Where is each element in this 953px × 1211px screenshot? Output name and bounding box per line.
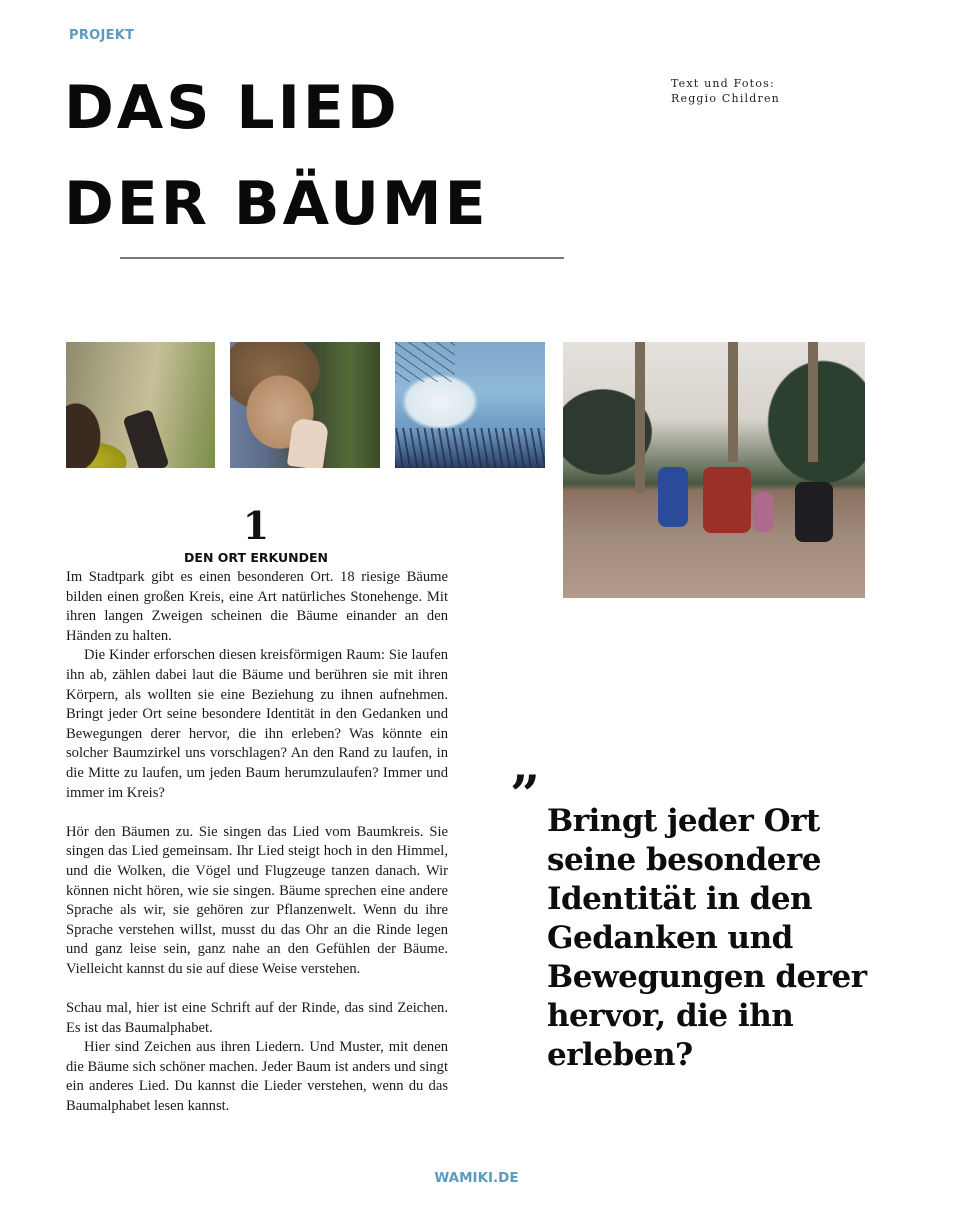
body-paragraph-5: Hier sind Zeichen aus ihren Liedern. Und Muster, mit denen die Bäume sich schöner machen. Jeder Baum ist anders und singt ein anderes Lied. Du kannst die Lieder verstehen, wenn du das Baumalphabet lesen kannst. xyxy=(66,1039,448,1115)
credit-label: Text und Fotos: xyxy=(671,77,775,90)
title-line-1: DAS LIED xyxy=(64,73,400,143)
section-heading: DEN ORT ERKUNDEN xyxy=(184,550,328,565)
tree-trunk xyxy=(728,342,738,462)
body-paragraph-2: Die Kinder erforschen diesen kreisförmigen Raum: Sie laufen ihn ab, zählen dabei laut die Bäume und berühren sie mit ihren Körpern, als wollten sie eine Beziehung zu ihnen aufnehmen. Bringt jeder Ort seine besondere Identität in den Gedanken und Bewegungen derer hervor, die ihn erleben? Was könnte ein solcher Baumzirkel uns vorschlagen? An den Rand zu laufen, in die Mitte zu laufen, um jeden Baum herumzulaufen? Immer und immer im Kreis? xyxy=(66,647,448,801)
section-kicker: PROJEKT xyxy=(69,28,135,43)
title-line-2: DER BÄUME xyxy=(64,169,489,239)
pull-quote: Bringt jeder Ort seine besondere Identität in den Gedanken und Bewegungen derer hervor, die ihn erleben? xyxy=(547,803,867,1073)
footer-site-link[interactable]: WAMIKI.DE xyxy=(434,1170,519,1186)
photo-sky-through-trees xyxy=(395,342,545,468)
photo-children-circle-park xyxy=(563,342,865,598)
article-body xyxy=(66,568,448,1117)
tree-trunk xyxy=(635,342,645,492)
child-figure xyxy=(703,467,751,533)
photo-credit xyxy=(671,76,780,106)
credit-author: Reggio Children xyxy=(671,92,780,105)
child-figure xyxy=(753,492,773,532)
tree-trunk xyxy=(808,342,818,462)
body-paragraph-3: Hör den Bäumen zu. Sie singen das Lied vom Baumkreis. Sie singen das Lied gemeinsam. Ihr Lied steigt hoch in den Himmel, und die Wolken, die Vögel und Flugzeuge tanzen danach. Wir können nicht hören, wie sie singen. Bäume sprechen eine andere Sprache als wir, sie gehören zur Pflanzenwelt. Wenn du ihre Sprache verstehen willst, musst du das Ohr an die Rinde legen und ganz leise sein, ganz nahe an den Gefühlen der Bäume. Vielleicht kannst du sie auf diese Weise verstehen. xyxy=(66,823,448,977)
photo-girl-hugging-tree xyxy=(230,342,380,468)
child-figure xyxy=(795,482,833,542)
article-title xyxy=(64,60,489,252)
section-number: 1 xyxy=(242,503,270,548)
child-figure xyxy=(658,467,688,527)
photo-child-touching-bark xyxy=(66,342,215,468)
body-paragraph-4: Schau mal, hier ist eine Schrift auf der Rinde, das sind Zeichen. Es ist das Baumalphabet. xyxy=(66,1000,448,1036)
body-paragraph-1: Im Stadtpark gibt es einen besonderen Ort. 18 riesige Bäume bilden einen großen Kreis, eine Art natürliches Stonehenge. Mit ihren langen Zweigen scheinen die Bäume einander an den Händen zu halten. xyxy=(66,569,448,644)
title-divider xyxy=(120,257,564,259)
quote-mark-icon: ” xyxy=(510,765,540,826)
